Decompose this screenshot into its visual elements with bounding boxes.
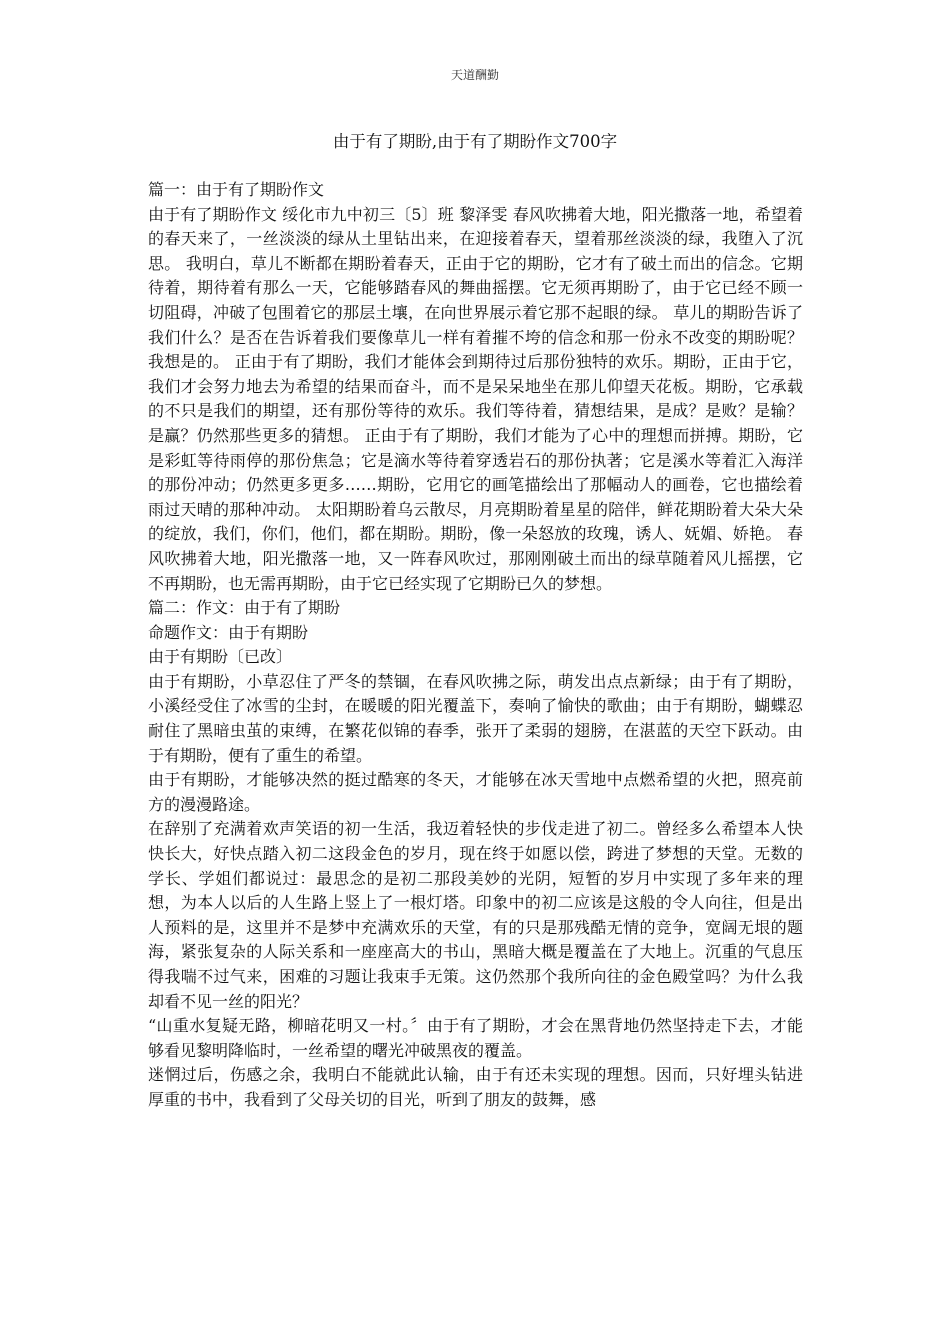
section-heading: 篇一：由于有了期盼作文: [148, 180, 325, 199]
paragraph: 迷惘过后，伤感之余，我明白不能就此认输，由于有还未实现的理想。因而，只好埋头钻进厚重的书中，我看到了父母关切的目光，听到了朋友的鼓舞，感: [148, 1065, 803, 1109]
paragraph: 由于有期盼，才能够决然的挺过酷寒的冬天，才能够在冰天雪地中点燃希望的火把，照亮前方的漫漫路途。: [148, 770, 803, 814]
article-body: [148, 178, 803, 1113]
paragraph: 由于有期盼，小草忍住了严冬的禁锢，在春风吹拂之际，萌发出点点新绿；由于有了期盼，小溪经受住了冰雪的尘封，在暖暖的阳光覆盖下，奏响了愉快的歌曲；由于有期盼，蝴蝶忍耐住了黑暗虫茧的束缚，在繁花似锦的春季，张开了柔弱的翅膀，在湛蓝的天空下跃动。由于有期盼，便有了重生的希望。: [148, 671, 803, 765]
paragraph: 由于有期盼〔已改〕: [148, 647, 293, 667]
page-header: 天道酬勤: [450, 68, 499, 82]
paragraph: 在辞别了充满着欢声笑语的初一生活，我迈着轻快的步伐走进了初二。曾经多么希望本人快快长大，好快点踏入初二这段金色的岁月，现在终于如愿以偿，跨进了梦想的天堂。无数的学长、学姐们都说过：最思念的是初二那段美妙的光阴，短暂的岁月中实现了多年来的理想，为本人以后的人生路上竖上了一根灯塔。印象中的初二应该是这般的令人向往，但是出人预料的是，这里并不是梦中充满欢乐的天堂，有的只是那残酷无情的竞争，宽阔无垠的题海，紧张复杂的人际关系和一座座高大的书山，黑暗大概是覆盖在了大地上。沉重的气息压得我喘不过气来，困难的习题让我束手无策。这仍然那个我所向往的金色殿堂吗？为什么我却看不见一丝的阳光？: [148, 819, 803, 1011]
paragraph: 命题作文：由于有期盼: [148, 622, 309, 642]
paragraph: “山重水复疑无路，柳暗花明又一村。〞由于有了期盼，才会在黑背地仍然坚持走下去，才能够看见黎明降临时，一丝希望的曙光冲破黑夜的覆盖。: [148, 1016, 803, 1060]
paragraph: 由于有了期盼作文 绥化市九中初三〔5〕班 黎泽雯 春风吹拂着大地，阳光撒落一地，希望着的春天来了，一丝淡淡的绿从土里钻出来，在迎接着春天，望着那丝淡淡的绿，我堕入了沉思。 我明白，草儿不断都在期盼着春天，正由于它的期盼，它才有了破土而出的信念。它期待着，期待着有那么一天，它能够踏春风的舞曲摇摆。它无须再期盼了，由于它已经不顾一切阻碍，冲破了包围着它的那层土壤，在向世界展示着它那不起眼的绿。 草儿的期盼告诉了我们什么？是否在告诉着我们要像草儿一样有着摧不垮的信念和那一份永不改变的期盼呢？我想是的。 正由于有了期盼，我们才能体会到期待过后那份独特的欢乐。期盼，正由于它，我们才会努力地去为希望的结果而奋斗，而不是呆呆地坐在那儿仰望天花板。期盼，它承载的不只是我们的期望，还有那份等待的欢乐。我们等待着，猜想结果，是成？是败？是输？是赢？仍然那些更多的猜想。 正由于有了期盼，我们才能为了心中的理想而拼搏。期盼，它是彩虹等待雨停的那份焦急；它是滴水等待着穿透岩石的那份执著；它是溪水等着汇入海洋的那份冲动；仍然更多更多……期盼，它用它的画笔描绘出了那幅动人的画卷，它也描绘着雨过天晴的那种冲动。 太阳期盼着乌云散尽，月亮期盼着星星的陪伴，鲜花期盼着大朵大朵的绽放，我们，你们，他们，都在期盼。期盼，像一朵怒放的玫瑰，诱人、妩媚、娇艳。 春风吹拂着大地，阳光撒落一地，又一阵春风吹过，那刚刚破土而出的绿草随着风儿摇摆，它不再期盼，也无需再期盼，由于它已经实现了它期盼已久的梦想。: [148, 204, 803, 593]
section-heading: 篇二：作文：由于有了期盼: [148, 598, 341, 618]
page-title: 由于有了期盼,由于有了期盼作文700字: [332, 132, 618, 151]
